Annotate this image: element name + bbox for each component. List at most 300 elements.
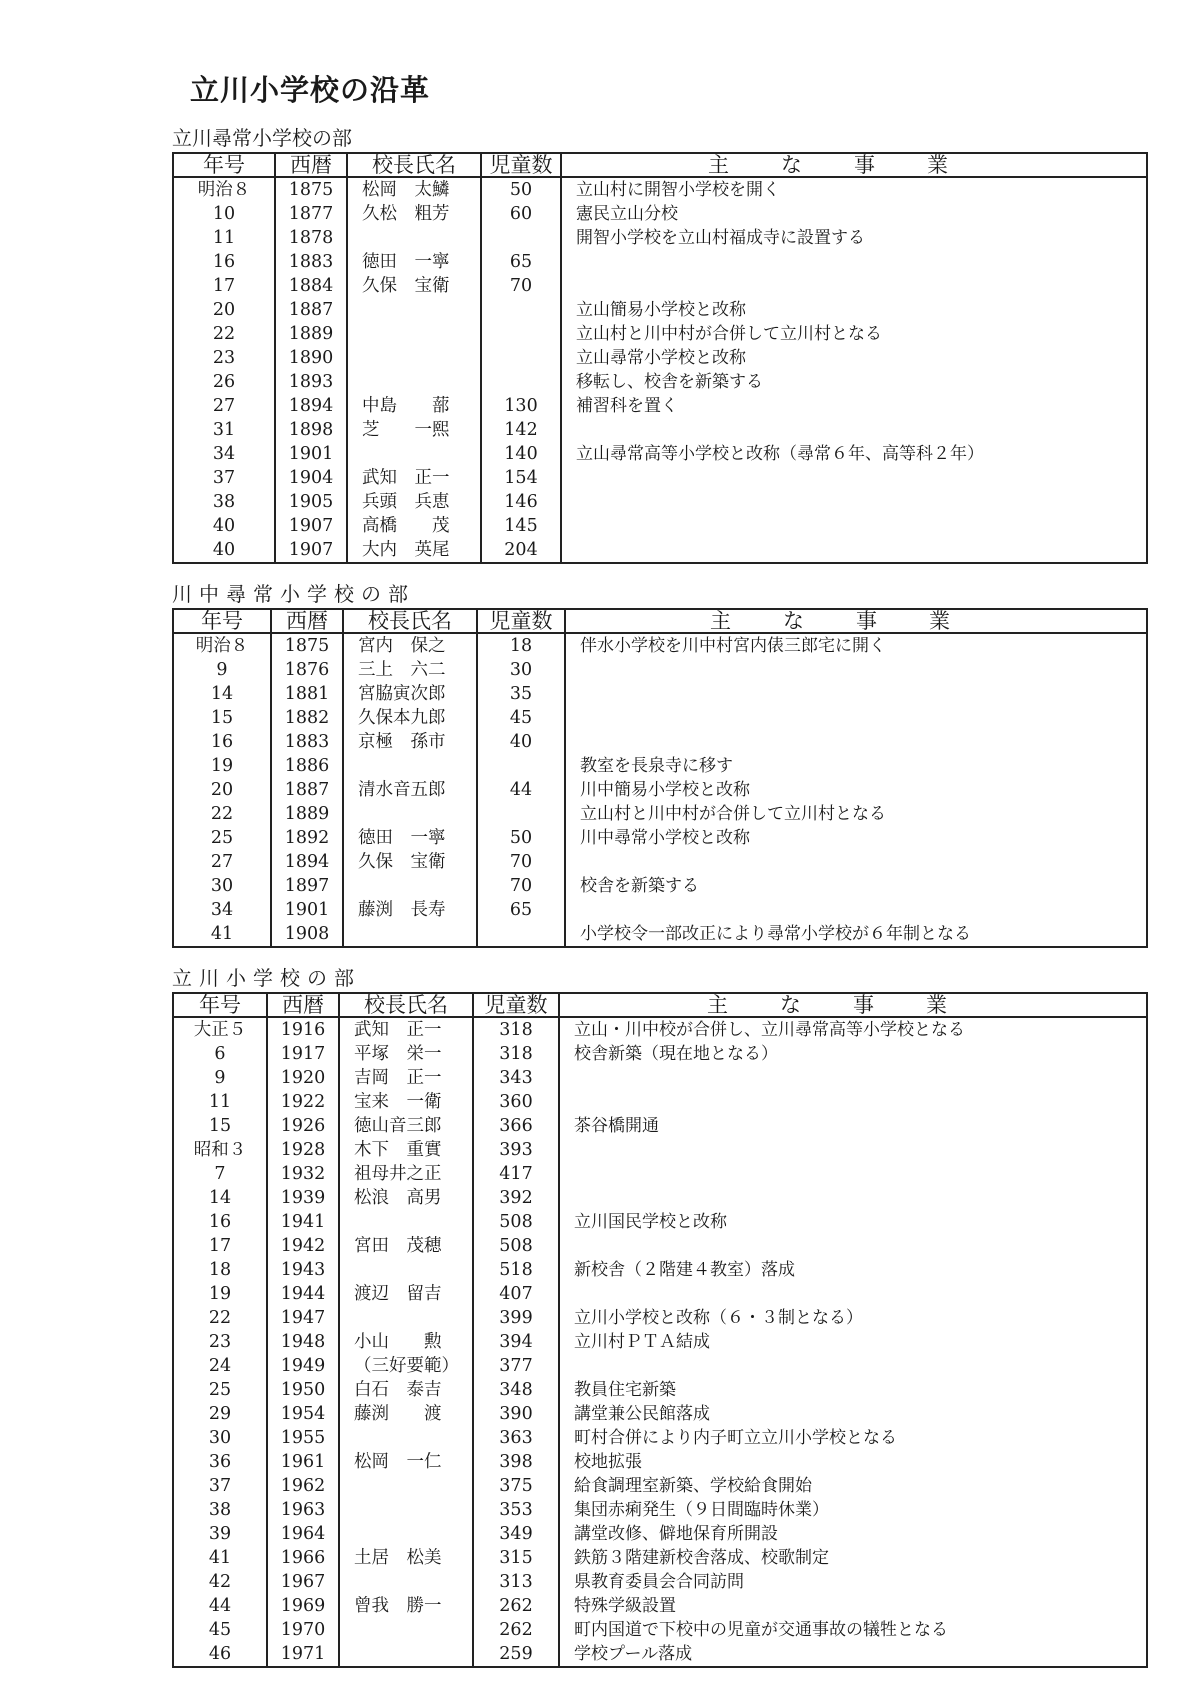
event-cell: 移転し、校舎を新築する (561, 370, 1147, 394)
ad-cell: 1889 (271, 802, 343, 826)
year-cell: 14 (173, 1186, 267, 1210)
year-cell: 23 (173, 1330, 267, 1354)
year-cell: 6 (173, 1042, 267, 1066)
year-cell: 25 (173, 1378, 267, 1402)
count-cell: 204 (481, 538, 561, 563)
principal-cell: 高橋 茂 (347, 514, 481, 538)
table-row (173, 1354, 1147, 1378)
principal-cell: （三好要範） (339, 1354, 473, 1378)
event-cell: 学校プール落成 (559, 1642, 1147, 1667)
year-cell: 34 (173, 898, 271, 922)
year-cell: 明治８ (173, 177, 275, 202)
year-cell: 18 (173, 1258, 267, 1282)
event-cell (561, 538, 1147, 563)
year-cell: 41 (173, 1546, 267, 1570)
event-cell: 川中簡易小学校と改称 (565, 778, 1147, 802)
event-cell: 町内国道で下校中の児童が交通事故の犠牲となる (559, 1618, 1147, 1642)
count-cell: 50 (477, 826, 565, 850)
table-row (173, 1066, 1147, 1090)
ad-cell: 1887 (271, 778, 343, 802)
count-cell: 508 (473, 1210, 559, 1234)
principal-cell (339, 1258, 473, 1282)
ad-cell: 1877 (275, 202, 347, 226)
ad-cell: 1907 (275, 514, 347, 538)
table-row (173, 1090, 1147, 1114)
table-row (173, 1017, 1147, 1042)
principal-cell: 藤渕 長寿 (343, 898, 477, 922)
principal-cell: 吉岡 正一 (339, 1066, 473, 1090)
count-cell: 343 (473, 1066, 559, 1090)
event-cell: 立川村ＰＴＡ結成 (559, 1330, 1147, 1354)
event-cell: 立山・川中校が合併し、立川尋常高等小学校となる (559, 1017, 1147, 1042)
count-cell (477, 802, 565, 826)
year-cell: 22 (173, 1306, 267, 1330)
event-cell (561, 490, 1147, 514)
principal-cell: 白石 泰吉 (339, 1378, 473, 1402)
year-cell: 29 (173, 1402, 267, 1426)
count-cell (481, 370, 561, 394)
ad-cell: 1883 (275, 250, 347, 274)
section-title: 立川尋常小学校の部 (172, 126, 352, 150)
year-cell: 14 (173, 682, 271, 706)
principal-cell (343, 922, 477, 947)
count-cell: 398 (473, 1450, 559, 1474)
ad-cell: 1966 (267, 1546, 339, 1570)
table-row (173, 898, 1147, 922)
count-cell (481, 322, 561, 346)
principal-cell (339, 1474, 473, 1498)
count-cell: 259 (473, 1642, 559, 1667)
header-ad: 西暦 (271, 609, 343, 633)
count-cell: 377 (473, 1354, 559, 1378)
year-cell: 11 (173, 226, 275, 250)
event-cell: 立山簡易小学校と改称 (561, 298, 1147, 322)
event-cell: 伴水小学校を川中村宮内俵三郎宅に開く (565, 633, 1147, 658)
section-title: 立川小学校の部 (172, 966, 361, 990)
table-row (173, 1306, 1147, 1330)
ad-cell: 1947 (267, 1306, 339, 1330)
principal-cell: 徳山音三郎 (339, 1114, 473, 1138)
event-cell (561, 514, 1147, 538)
year-cell: 15 (173, 1114, 267, 1138)
year-cell: 10 (173, 202, 275, 226)
principal-cell: 宮田 茂穂 (339, 1234, 473, 1258)
event-cell: 立川小学校と改称（６・３制となる） (559, 1306, 1147, 1330)
year-cell: 大正５ (173, 1017, 267, 1042)
event-cell: 立山村と川中村が合併して立川村となる (565, 802, 1147, 826)
ad-cell: 1908 (271, 922, 343, 947)
year-cell: 25 (173, 826, 271, 850)
count-cell: 140 (481, 442, 561, 466)
ad-cell: 1954 (267, 1402, 339, 1426)
year-cell: 30 (173, 1426, 267, 1450)
ad-cell: 1901 (271, 898, 343, 922)
event-cell (561, 418, 1147, 442)
principal-cell: 宝来 一衛 (339, 1090, 473, 1114)
table-row (173, 778, 1147, 802)
event-cell (565, 682, 1147, 706)
count-cell: 390 (473, 1402, 559, 1426)
year-cell: 11 (173, 1090, 267, 1114)
count-cell (481, 298, 561, 322)
year-cell: 37 (173, 466, 275, 490)
event-cell: 教員住宅新築 (559, 1378, 1147, 1402)
ad-cell: 1892 (271, 826, 343, 850)
year-cell: 22 (173, 322, 275, 346)
principal-cell: 木下 重實 (339, 1138, 473, 1162)
event-cell: 補習科を置く (561, 394, 1147, 418)
count-cell (477, 922, 565, 947)
count-cell: 360 (473, 1090, 559, 1114)
year-cell: 45 (173, 1618, 267, 1642)
year-cell: 26 (173, 370, 275, 394)
principal-cell: 平塚 栄一 (339, 1042, 473, 1066)
ad-cell: 1971 (267, 1642, 339, 1667)
principal-cell: 小山 勲 (339, 1330, 473, 1354)
page-title: 立川小学校の沿革 (190, 73, 431, 107)
count-cell: 318 (473, 1042, 559, 1066)
history-table (172, 992, 1148, 1668)
table-row (173, 1378, 1147, 1402)
table-row (173, 706, 1147, 730)
ad-cell: 1894 (271, 850, 343, 874)
ad-cell: 1970 (267, 1618, 339, 1642)
year-cell: 39 (173, 1522, 267, 1546)
principal-cell (339, 1570, 473, 1594)
count-cell: 349 (473, 1522, 559, 1546)
event-cell: 集団赤痢発生（９日間臨時休業） (559, 1498, 1147, 1522)
section-title: 川中尋常小学校の部 (172, 582, 415, 606)
year-cell: 明治８ (173, 633, 271, 658)
ad-cell: 1904 (275, 466, 347, 490)
year-cell: 27 (173, 850, 271, 874)
year-cell: 23 (173, 346, 275, 370)
principal-cell: 清水音五郎 (343, 778, 477, 802)
ad-cell: 1932 (267, 1162, 339, 1186)
count-cell: 45 (477, 706, 565, 730)
principal-cell: 松岡 一仁 (339, 1450, 473, 1474)
count-cell: 393 (473, 1138, 559, 1162)
count-cell: 130 (481, 394, 561, 418)
count-cell: 366 (473, 1114, 559, 1138)
principal-cell: 大内 英尾 (347, 538, 481, 563)
ad-cell: 1964 (267, 1522, 339, 1546)
principal-cell (347, 370, 481, 394)
table-row (173, 682, 1147, 706)
ad-cell: 1941 (267, 1210, 339, 1234)
table-row (173, 1042, 1147, 1066)
table-row (173, 874, 1147, 898)
year-cell: 17 (173, 1234, 267, 1258)
count-cell: 145 (481, 514, 561, 538)
principal-cell (339, 1618, 473, 1642)
ad-cell: 1962 (267, 1474, 339, 1498)
year-cell: 19 (173, 1282, 267, 1306)
table-row (173, 346, 1147, 370)
table-row (173, 1546, 1147, 1570)
ad-cell: 1881 (271, 682, 343, 706)
principal-cell: 渡辺 留吉 (339, 1282, 473, 1306)
ad-cell: 1887 (275, 298, 347, 322)
principal-cell: 三上 六二 (343, 658, 477, 682)
year-cell: 40 (173, 514, 275, 538)
table-row (173, 1210, 1147, 1234)
header-ad: 西暦 (267, 993, 339, 1017)
ad-cell: 1894 (275, 394, 347, 418)
event-cell: 県教育委員会合同訪問 (559, 1570, 1147, 1594)
table-row (173, 370, 1147, 394)
event-cell: 立川国民学校と改称 (559, 1210, 1147, 1234)
count-cell: 508 (473, 1234, 559, 1258)
table-row (173, 514, 1147, 538)
count-cell: 44 (477, 778, 565, 802)
year-cell: 9 (173, 1066, 267, 1090)
principal-cell (339, 1522, 473, 1546)
header-events: 主な事業 (561, 153, 1147, 177)
ad-cell: 1882 (271, 706, 343, 730)
table-row (173, 1114, 1147, 1138)
ad-cell: 1967 (267, 1570, 339, 1594)
ad-cell: 1939 (267, 1186, 339, 1210)
header-year: 年号 (173, 993, 267, 1017)
table-row (173, 1426, 1147, 1450)
table-row (173, 1330, 1147, 1354)
table-row (173, 418, 1147, 442)
count-cell: 50 (481, 177, 561, 202)
principal-cell (347, 346, 481, 370)
history-table (172, 608, 1148, 948)
table-row (173, 1522, 1147, 1546)
count-cell: 262 (473, 1618, 559, 1642)
ad-cell: 1963 (267, 1498, 339, 1522)
event-cell (565, 850, 1147, 874)
principal-cell: 武知 正一 (347, 466, 481, 490)
table-header-row (173, 153, 1147, 177)
event-cell (559, 1234, 1147, 1258)
table-row (173, 850, 1147, 874)
count-cell (481, 346, 561, 370)
principal-cell: 京極 孫市 (343, 730, 477, 754)
table-row (173, 1282, 1147, 1306)
principal-cell (339, 1426, 473, 1450)
table-header-row (173, 993, 1147, 1017)
year-cell: 36 (173, 1450, 267, 1474)
count-cell: 313 (473, 1570, 559, 1594)
ad-cell: 1884 (275, 274, 347, 298)
count-cell: 399 (473, 1306, 559, 1330)
principal-cell (343, 802, 477, 826)
principal-cell: 久松 粗芳 (347, 202, 481, 226)
ad-cell: 1955 (267, 1426, 339, 1450)
ad-cell: 1917 (267, 1042, 339, 1066)
principal-cell (339, 1210, 473, 1234)
event-cell: 立山村と川中村が合併して立川村となる (561, 322, 1147, 346)
count-cell: 518 (473, 1258, 559, 1282)
table-row (173, 802, 1147, 826)
event-cell: 立山尋常高等小学校と改称（尋常６年、高等科２年） (561, 442, 1147, 466)
principal-cell: 芝 一熙 (347, 418, 481, 442)
event-cell (565, 730, 1147, 754)
ad-cell: 1944 (267, 1282, 339, 1306)
ad-cell: 1878 (275, 226, 347, 250)
count-cell: 18 (477, 633, 565, 658)
count-cell: 262 (473, 1594, 559, 1618)
event-cell: 校地拡張 (559, 1450, 1147, 1474)
ad-cell: 1893 (275, 370, 347, 394)
year-cell: 17 (173, 274, 275, 298)
year-cell: 16 (173, 1210, 267, 1234)
count-cell: 70 (481, 274, 561, 298)
year-cell: 41 (173, 922, 271, 947)
table-row (173, 250, 1147, 274)
count-cell: 318 (473, 1017, 559, 1042)
ad-cell: 1875 (271, 633, 343, 658)
principal-cell: 徳田 一寧 (347, 250, 481, 274)
principal-cell (347, 226, 481, 250)
table-row (173, 730, 1147, 754)
table-row (173, 442, 1147, 466)
table-row (173, 202, 1147, 226)
ad-cell: 1889 (275, 322, 347, 346)
table-row (173, 226, 1147, 250)
ad-cell: 1898 (275, 418, 347, 442)
year-cell: 31 (173, 418, 275, 442)
event-cell: 校舎新築（現在地となる） (559, 1042, 1147, 1066)
ad-cell: 1905 (275, 490, 347, 514)
section-tatekawa-elementary (172, 964, 1148, 1668)
year-cell: 27 (173, 394, 275, 418)
year-cell: 42 (173, 1570, 267, 1594)
table-row (173, 1618, 1147, 1642)
table-row (173, 1594, 1147, 1618)
event-cell (559, 1282, 1147, 1306)
header-count: 児童数 (473, 993, 559, 1017)
table-row (173, 1570, 1147, 1594)
ad-cell: 1949 (267, 1354, 339, 1378)
year-cell: 19 (173, 754, 271, 778)
table-row (173, 922, 1147, 947)
table-row (173, 754, 1147, 778)
table-row (173, 633, 1147, 658)
table-row (173, 274, 1147, 298)
principal-cell (347, 298, 481, 322)
ad-cell: 1948 (267, 1330, 339, 1354)
ad-cell: 1875 (275, 177, 347, 202)
count-cell: 65 (481, 250, 561, 274)
count-cell: 35 (477, 682, 565, 706)
count-cell: 363 (473, 1426, 559, 1450)
event-cell (561, 466, 1147, 490)
principal-cell: 宮内 保之 (343, 633, 477, 658)
principal-cell (343, 754, 477, 778)
principal-cell: 武知 正一 (339, 1017, 473, 1042)
year-cell: 7 (173, 1162, 267, 1186)
principal-cell: 土居 松美 (339, 1546, 473, 1570)
year-cell: 38 (173, 490, 275, 514)
ad-cell: 1901 (275, 442, 347, 466)
table-row (173, 177, 1147, 202)
event-cell (565, 658, 1147, 682)
count-cell: 65 (477, 898, 565, 922)
event-cell (559, 1162, 1147, 1186)
principal-cell: 久保本九郎 (343, 706, 477, 730)
event-cell: 立山尋常小学校と改称 (561, 346, 1147, 370)
principal-cell (347, 322, 481, 346)
event-cell (565, 898, 1147, 922)
event-cell: 立山村に開智小学校を開く (561, 177, 1147, 202)
table-row (173, 322, 1147, 346)
ad-cell: 1926 (267, 1114, 339, 1138)
event-cell: 教室を長泉寺に移す (565, 754, 1147, 778)
principal-cell: 祖母井之正 (339, 1162, 473, 1186)
history-table (172, 152, 1148, 564)
header-count: 児童数 (481, 153, 561, 177)
event-cell: 小学校令一部改正により尋常小学校が６年制となる (565, 922, 1147, 947)
table-row (173, 658, 1147, 682)
table-row (173, 298, 1147, 322)
ad-cell: 1961 (267, 1450, 339, 1474)
count-cell: 70 (477, 874, 565, 898)
count-cell: 30 (477, 658, 565, 682)
ad-cell: 1950 (267, 1378, 339, 1402)
table-row (173, 1186, 1147, 1210)
year-cell: 37 (173, 1474, 267, 1498)
year-cell: 16 (173, 730, 271, 754)
principal-cell (347, 442, 481, 466)
year-cell: 22 (173, 802, 271, 826)
year-cell: 20 (173, 778, 271, 802)
principal-cell: 徳田 一寧 (343, 826, 477, 850)
header-count: 児童数 (477, 609, 565, 633)
count-cell: 417 (473, 1162, 559, 1186)
table-row (173, 1162, 1147, 1186)
event-cell (561, 274, 1147, 298)
year-cell: 34 (173, 442, 275, 466)
table-row (173, 1450, 1147, 1474)
header-events: 主な事業 (565, 609, 1147, 633)
count-cell: 154 (481, 466, 561, 490)
table-row (173, 1474, 1147, 1498)
event-cell: 給食調理室新築、学校給食開始 (559, 1474, 1147, 1498)
event-cell: 講堂改修、僻地保育所開設 (559, 1522, 1147, 1546)
year-cell: 15 (173, 706, 271, 730)
header-year: 年号 (173, 153, 275, 177)
count-cell: 353 (473, 1498, 559, 1522)
principal-cell (343, 874, 477, 898)
principal-cell: 松浪 高男 (339, 1186, 473, 1210)
ad-cell: 1897 (271, 874, 343, 898)
count-cell: 392 (473, 1186, 559, 1210)
count-cell: 315 (473, 1546, 559, 1570)
ad-cell: 1969 (267, 1594, 339, 1618)
table-header-row (173, 609, 1147, 633)
year-cell: 38 (173, 1498, 267, 1522)
header-ad: 西暦 (275, 153, 347, 177)
header-events: 主な事業 (559, 993, 1147, 1017)
header-principal: 校長氏名 (339, 993, 473, 1017)
principal-cell (339, 1306, 473, 1330)
event-cell (559, 1090, 1147, 1114)
table-row (173, 466, 1147, 490)
count-cell: 70 (477, 850, 565, 874)
year-cell: 44 (173, 1594, 267, 1618)
year-cell: 24 (173, 1354, 267, 1378)
header-principal: 校長氏名 (347, 153, 481, 177)
count-cell (477, 754, 565, 778)
event-cell (559, 1354, 1147, 1378)
event-cell: 川中尋常小学校と改称 (565, 826, 1147, 850)
ad-cell: 1920 (267, 1066, 339, 1090)
